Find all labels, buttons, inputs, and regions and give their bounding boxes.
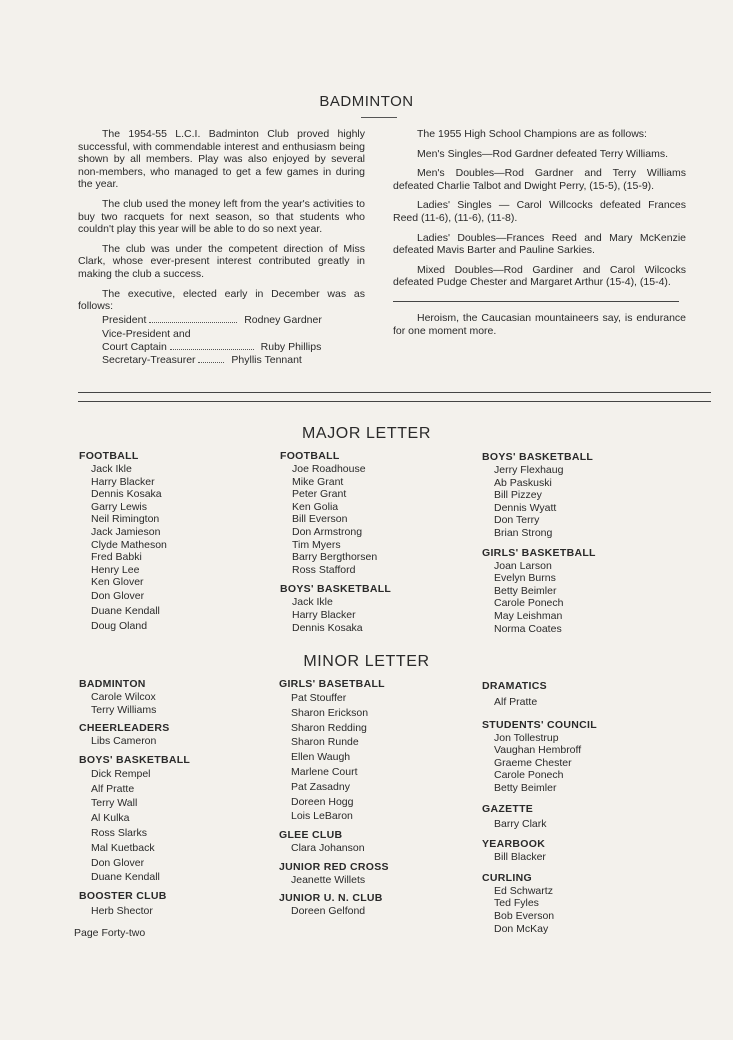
executive-row	[78, 354, 365, 367]
list-item: Joe Roadhouse	[292, 463, 366, 475]
group-heading: GIRLS' BASKETBALL	[482, 546, 596, 559]
list-item: Neil Rimington	[91, 513, 160, 526]
group-heading: CHEERLEADERS	[79, 722, 170, 735]
title-underline	[361, 117, 397, 118]
list-item: Sharon Runde	[291, 736, 359, 749]
badminton-right-column	[393, 128, 686, 344]
list-item: Harry Blacker	[292, 608, 356, 621]
list-item: Bill Everson	[292, 513, 348, 526]
paragraph: Men's Doubles—Rod Gardner and Terry Williams defeated Charlie Talbot and Dwight Perry, (15-5), (15-9).	[393, 167, 686, 192]
list-item: Barry Clark	[494, 817, 547, 830]
group-heading: YEARBOOK	[482, 838, 546, 851]
dot-leader	[198, 362, 224, 363]
executive-name: Phyllis Tennant	[231, 353, 302, 366]
list-item: Tim Myers	[292, 538, 341, 551]
executive-label: Court Captain	[102, 340, 167, 353]
list-item: Carole Ponech	[494, 597, 564, 610]
list-item: Lois LeBaron	[291, 810, 353, 823]
list-item: Clara Johanson	[291, 842, 365, 855]
list-item: Bill Blacker	[494, 851, 546, 864]
group-heading: GLEE CLUB	[279, 829, 343, 842]
group-heading: STUDENTS' COUNCIL	[482, 718, 597, 731]
list-item: Harry Blacker	[91, 475, 155, 488]
list-item: Duane Kendall	[91, 604, 160, 617]
list-item: Libs Cameron	[91, 735, 157, 748]
paragraph: The club was under the competent direction of Miss Clark, whose ever-present interest contributed greatly in making the club a success.	[78, 242, 365, 280]
dot-leader	[170, 349, 254, 350]
paragraph: Men's Singles—Rod Gardner defeated Terry Williams.	[417, 147, 668, 160]
list-item: Alf Pratte	[91, 782, 135, 795]
list-item: Evelyn Burns	[494, 572, 556, 585]
list-item: Dennis Wyatt	[494, 501, 557, 514]
executive-label: Secretary-Treasurer	[102, 353, 196, 366]
section-divider	[78, 392, 711, 393]
list-item: Mal Kuetback	[91, 841, 155, 854]
list-item: Pat Zasadny	[291, 780, 350, 793]
group-heading: BOYS' BASKETBALL	[79, 753, 191, 766]
list-item: Don Terry	[494, 514, 540, 527]
group-heading: JUNIOR RED CROSS	[279, 860, 389, 873]
major-column-3	[482, 451, 596, 635]
list-item: Doug Oland	[91, 619, 148, 632]
list-item: Pat Stouffer	[291, 692, 347, 704]
list-item: Bob Everson	[494, 909, 555, 922]
minor-column-2	[279, 678, 389, 918]
page-number: Page Forty-two	[74, 927, 146, 939]
minor-letter-title: MINOR LETTER	[303, 653, 430, 670]
list-item: Doreen Hogg	[291, 795, 354, 808]
group-heading: FOOTBALL	[79, 450, 139, 462]
group-heading: DRAMATICS	[482, 680, 547, 692]
list-item: Don Glover	[91, 856, 145, 869]
group-heading: JUNIOR U. N. CLUB	[279, 892, 383, 905]
group-heading: FOOTBALL	[280, 450, 340, 462]
paragraph: Ladies' Singles — Carol Willcocks defeated Frances Reed (11-6), (11-6), (11-8).	[393, 199, 686, 224]
list-item: Don Glover	[91, 589, 145, 602]
list-item: Alf Pratte	[494, 696, 538, 708]
group-heading: BOYS' BASKETBALL	[280, 583, 392, 596]
group-heading: BOOSTER CLUB	[79, 890, 167, 903]
paragraph: Ladies' Doubles—Frances Reed and Mary McKenzie defeated Mavis Barter and Pauline Sarkies.	[393, 231, 686, 257]
list-item: Henry Lee	[91, 563, 140, 576]
major-column-2	[280, 450, 391, 634]
group-heading: CURLING	[482, 871, 532, 884]
major-letter-title: MAJOR LETTER	[302, 425, 431, 442]
executive-label: President	[102, 313, 147, 326]
list-item: Sharon Redding	[291, 721, 367, 734]
section-divider	[78, 401, 711, 402]
paragraph: The executive, elected early in December was as follows:	[78, 287, 365, 313]
dot-leader	[149, 322, 237, 323]
list-item: Graeme Chester	[494, 756, 572, 769]
list-item: Marlene Court	[291, 765, 358, 778]
executive-name: Ruby Phillips	[260, 340, 322, 353]
list-item: Carole Ponech	[494, 769, 564, 782]
list-item: Jon Tollestrup	[494, 731, 559, 744]
major-column-1	[79, 450, 167, 633]
list-item: Peter Grant	[292, 488, 347, 501]
executive-row	[78, 314, 365, 327]
list-item: Ed Schwartz	[494, 884, 553, 897]
list-item: Garry Lewis	[91, 500, 148, 513]
badminton-left-column	[78, 128, 365, 366]
paragraph: The club used the money left from the year's activities to buy two racquets for next season, so that students who couldn't play this year will be able to do so next year.	[78, 197, 365, 236]
list-item: Dennis Kosaka	[292, 621, 363, 634]
list-item: Vaughan Hembroff	[494, 744, 582, 757]
list-item: Norma Coates	[494, 622, 562, 635]
list-item: Dennis Kosaka	[91, 488, 162, 501]
list-item: Betty Beimler	[494, 584, 557, 597]
paragraph: Mixed Doubles—Rod Gardiner and Carol Wilcocks defeated Pudge Chester and Margaret Arthur (15-4), (15-4).	[393, 263, 686, 289]
list-item: Dick Rempel	[91, 767, 151, 780]
list-item: Don Armstrong	[292, 525, 363, 538]
list-item: Fred Babki	[91, 551, 142, 564]
list-item: Doreen Gelfond	[291, 905, 366, 918]
list-item: Jack Jamieson	[91, 525, 161, 538]
executive-label: Vice-President and	[102, 328, 191, 341]
quote-divider	[393, 301, 679, 302]
list-item: Terry Wall	[91, 797, 138, 810]
list-item: Ross Slarks	[91, 826, 148, 839]
paragraph: The 1955 High School Champions are as follows:	[417, 128, 647, 140]
list-item: May Leishman	[494, 609, 563, 622]
list-item: Terry Williams	[91, 703, 157, 716]
list-item: Jack Ikle	[292, 596, 333, 609]
paragraph: The 1954-55 L.C.I. Badminton Club proved highly successful, with commendable interest and enthusiasm being shown by all members. Play was also enjoyed by several non-members, who managed to get a few games in during the year.	[78, 128, 365, 191]
list-item: Barry Bergthorsen	[292, 551, 378, 564]
quote: Heroism, the Caucasian mountaineers say, is endurance for one moment more.	[393, 311, 686, 337]
badminton-title: BADMINTON	[319, 93, 414, 110]
group-heading: BADMINTON	[79, 678, 146, 690]
list-item: Duane Kendall	[91, 871, 160, 884]
list-item: Betty Beimler	[494, 781, 557, 794]
minor-column-1	[79, 678, 190, 918]
list-item: Ross Stafford	[292, 563, 356, 576]
list-item: Don McKay	[494, 922, 549, 935]
minor-column-3	[482, 680, 597, 935]
list-item: Herb Shector	[91, 905, 153, 918]
list-item: Jerry Flexhaug	[494, 464, 564, 476]
group-heading: BOYS' BASKETBALL	[482, 451, 594, 463]
list-item: Ab Paskuski	[494, 476, 552, 489]
list-item: Ted Fyles	[494, 897, 539, 910]
list-item: Mike Grant	[292, 475, 344, 488]
list-item: Ellen Waugh	[291, 751, 351, 764]
list-item: Jack Ikle	[91, 463, 132, 475]
group-heading: GAZETTE	[482, 802, 534, 815]
list-item: Jeanette Willets	[291, 873, 366, 886]
executive-name: Rodney Gardner	[244, 313, 322, 326]
list-item: Brian Strong	[494, 526, 553, 539]
executive-list	[78, 314, 365, 366]
executive-row	[78, 341, 365, 354]
list-item: Al Kulka	[91, 812, 130, 825]
list-item: Clyde Matheson	[91, 538, 167, 551]
list-item: Joan Larson	[494, 559, 552, 572]
list-item: Ken Golia	[292, 500, 339, 513]
group-heading: GIRLS' BASETBALL	[279, 678, 385, 690]
list-item: Sharon Erickson	[291, 706, 369, 719]
list-item: Carole Wilcox	[91, 691, 156, 703]
list-item: Ken Glover	[91, 576, 144, 589]
list-item: Bill Pizzey	[494, 489, 542, 502]
